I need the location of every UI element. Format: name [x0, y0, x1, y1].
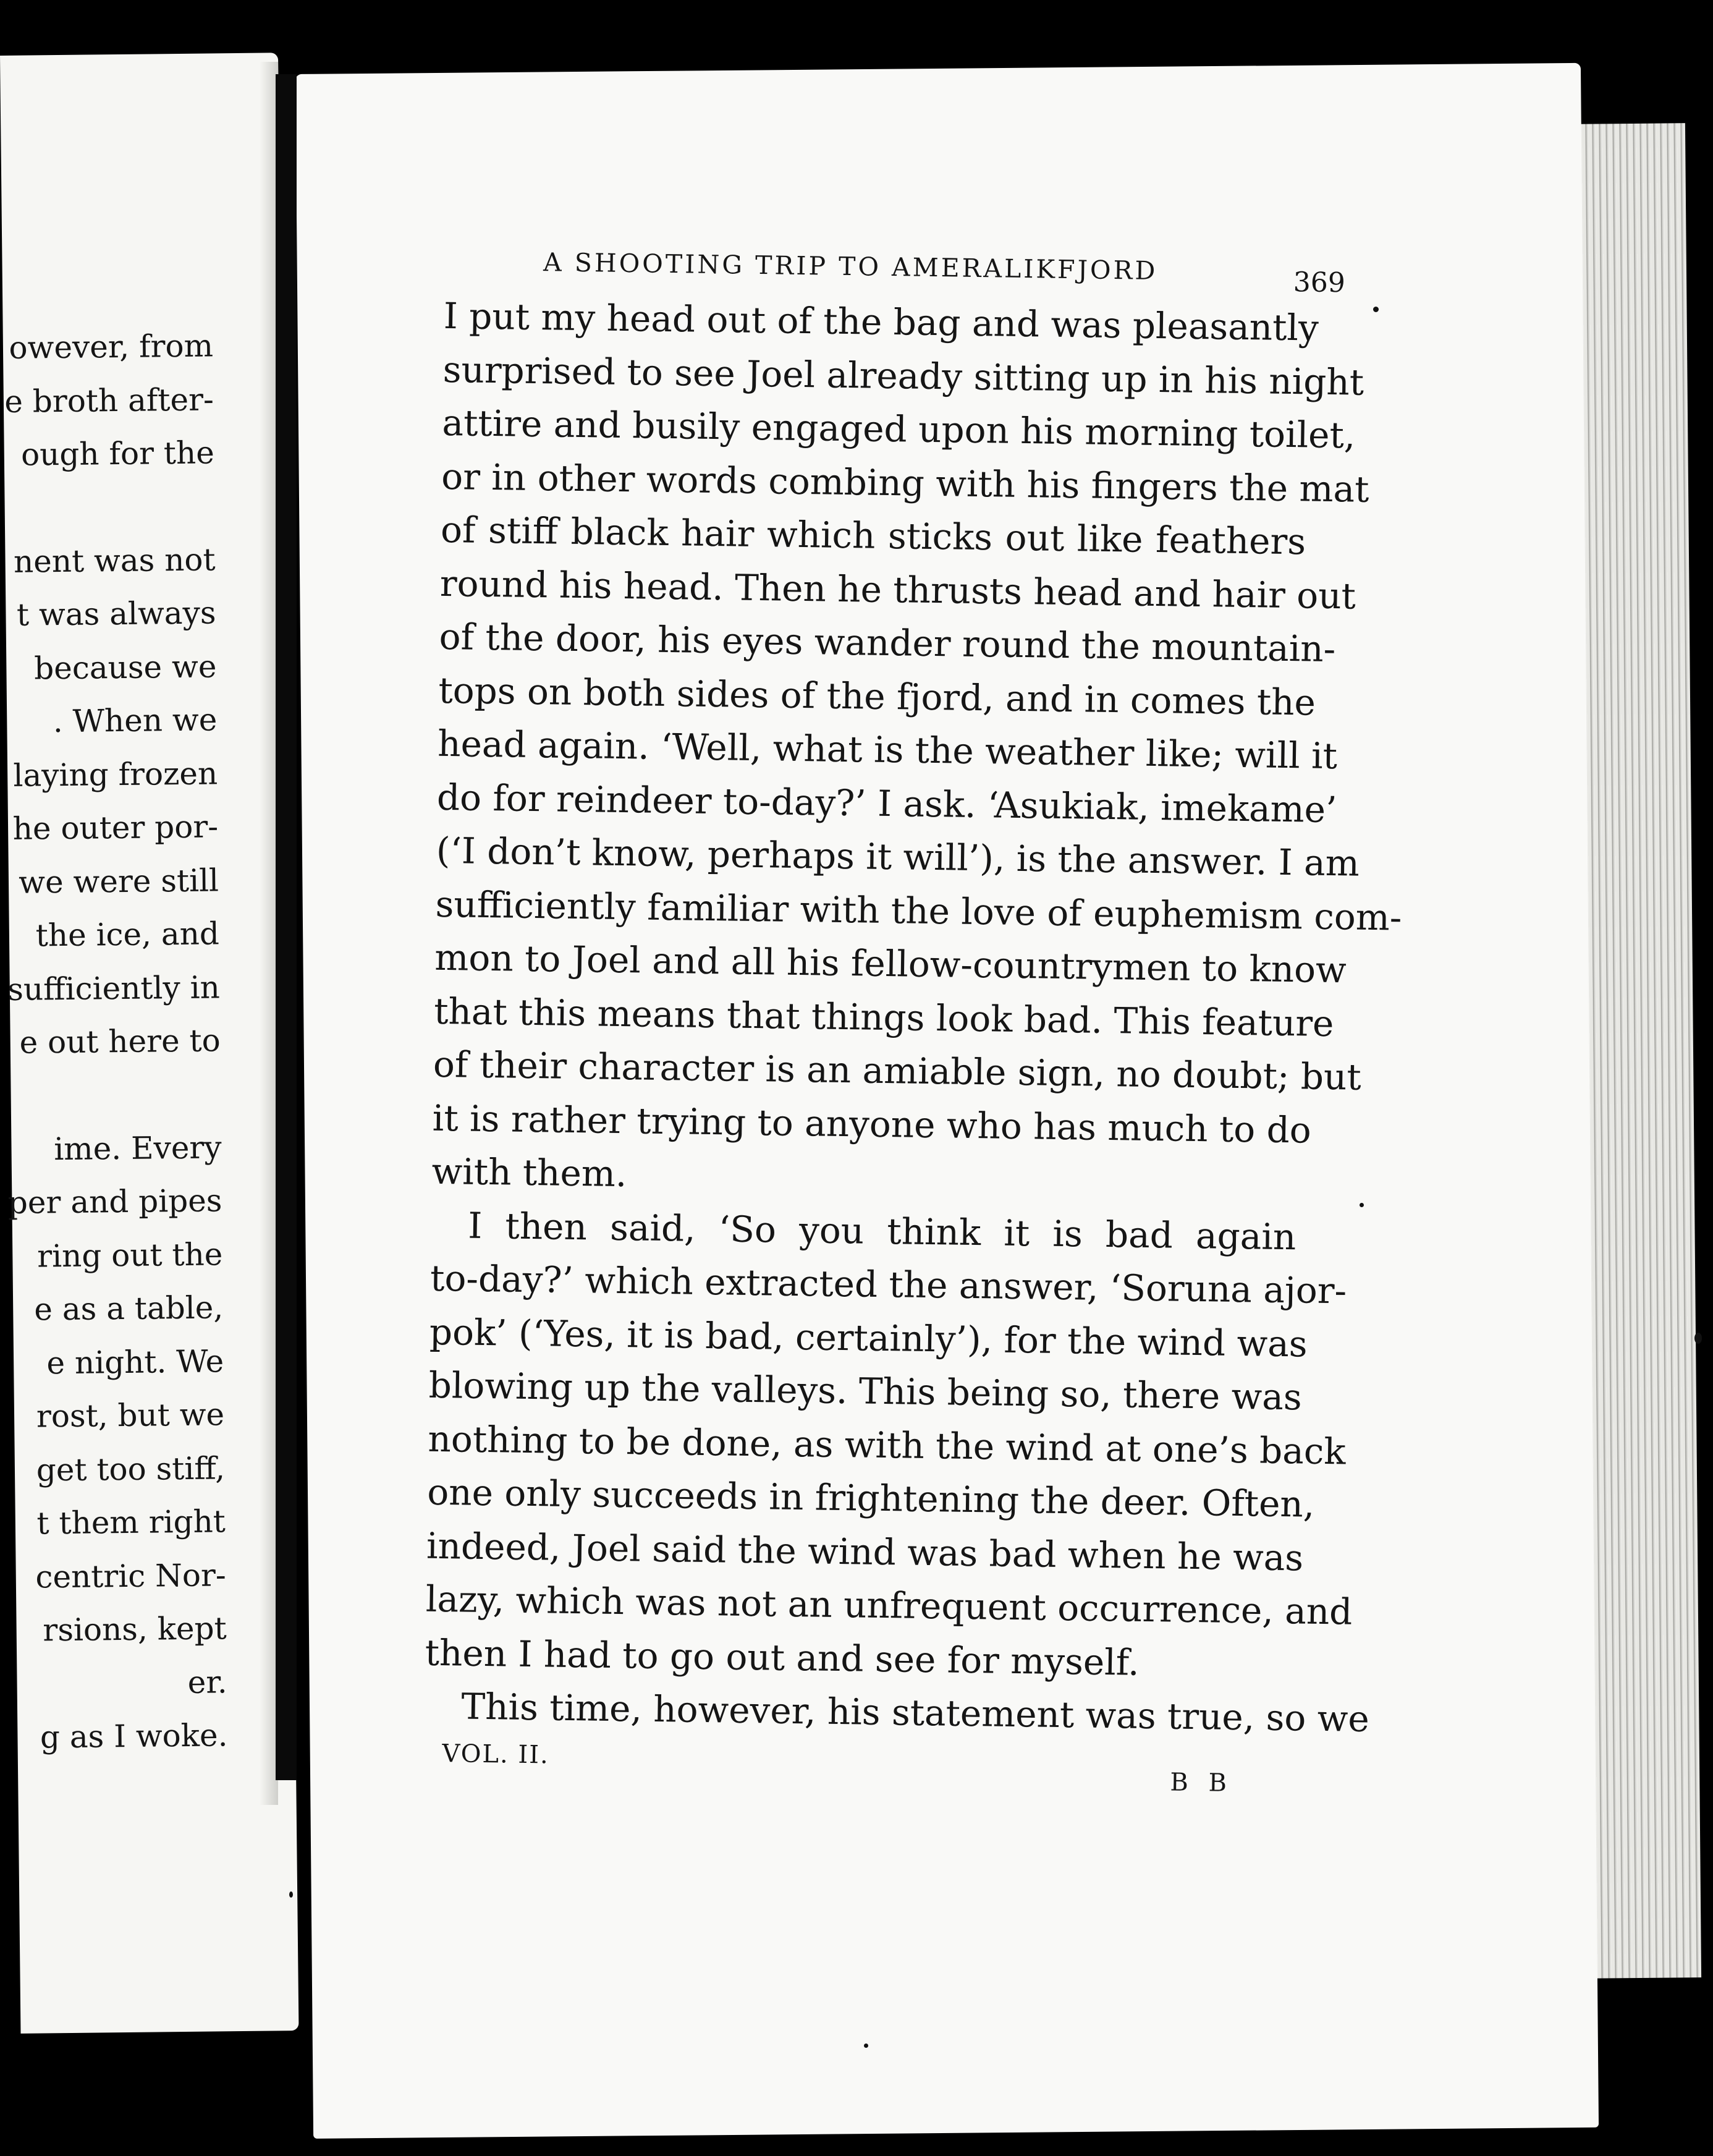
left-page-line: ime. Every — [53, 1129, 222, 1167]
running-head — [444, 221, 1346, 302]
left-page-line: rsions, kept — [43, 1610, 227, 1649]
book-gutter — [276, 74, 297, 1780]
left-page-line: he outer por- — [12, 808, 219, 847]
left-page-line: er. — [187, 1663, 227, 1700]
left-page-line: . When we — [53, 702, 218, 740]
text-line: surprised to see Joel already sitting up in his night — [442, 348, 1364, 404]
paragraph — [431, 289, 1402, 1210]
text-line: tops on both sides of the fjord, and in comes the — [438, 669, 1316, 724]
left-page-line: t them right — [36, 1503, 226, 1542]
text-line: lazy, which was not an unfrequent occurrence, and — [425, 1577, 1353, 1633]
text-line: sufficiently familiar with the love of euphemism com- — [435, 883, 1402, 939]
scan-speck — [1360, 1203, 1364, 1207]
scan-speck — [864, 2044, 868, 2048]
text-line: to-day?’ which extracted the answer, ‘Soruna ajor- — [429, 1257, 1347, 1312]
left-page-line: e night. We — [46, 1343, 224, 1381]
text-line: that this means that things look bad. This feature — [433, 990, 1334, 1045]
text-line: of stiff black hair which sticks out like feathers — [440, 508, 1306, 563]
text-line: blowing up the valleys. This being so, there was — [428, 1364, 1303, 1419]
left-page-line: sufficiently in — [7, 969, 221, 1008]
scan-speck — [289, 1891, 293, 1898]
right-page — [295, 63, 1599, 2139]
text-line: of their character is an amiable sign, no doubt; but — [433, 1043, 1362, 1098]
body-text — [424, 289, 1402, 1745]
text-line: pok’ (‘Yes, it is bad, certainly’), for the wind was — [429, 1310, 1308, 1365]
left-page-line: e out here to — [19, 1022, 221, 1061]
text-line: do for reindeer to-day?’ I ask. ‘Asukiak, imekame’ — [436, 776, 1337, 831]
text-line: attire and busily engaged upon his morning toilet, — [442, 401, 1356, 457]
left-page-line: get too stiff, — [36, 1449, 226, 1488]
left-page-line: we were still — [18, 862, 219, 901]
left-page-line: nent was not — [13, 541, 216, 580]
left-page-line: owever, from — [9, 328, 214, 366]
page-number: 369 — [1293, 266, 1346, 299]
scan-speck — [1694, 1333, 1702, 1344]
text-line: with them. — [431, 1150, 627, 1195]
left-facing-page — [0, 53, 298, 2034]
text-line: it is rather trying to anyone who has much to do — [432, 1097, 1312, 1152]
running-head-title: A SHOOTING TRIP TO AMERALIKFJORD — [543, 247, 1158, 286]
left-page-line: g as I woke. — [40, 1717, 228, 1755]
signature-mark: B B — [1170, 1768, 1233, 1797]
text-line: round his head. Then he thrusts head and hair out — [439, 562, 1356, 618]
scan-speck — [1373, 307, 1379, 312]
left-page-line: e as a table, — [34, 1289, 224, 1328]
text-block — [423, 221, 1402, 1801]
text-line: indeed, Joel said the wind was bad when he was — [426, 1524, 1304, 1579]
left-page-line: laying frozen — [13, 755, 218, 794]
left-page-line: ring out the — [36, 1236, 223, 1274]
text-line: one only succeeds in frightening the deer. Often, — [426, 1471, 1315, 1526]
text-line: or in other words combing with his fingers the mat — [441, 455, 1369, 511]
paragraph — [425, 1198, 1353, 1691]
paragraph — [424, 1679, 1370, 1745]
text-line: I then said, ‘So you think it is bad again — [467, 1204, 1296, 1258]
left-page-line: rost, but we — [36, 1396, 225, 1435]
text-line: of the door, his eyes wander round the mountain- — [439, 615, 1336, 671]
left-page-line: the ice, and — [35, 915, 220, 954]
left-page-line: e broth after- — [4, 381, 214, 420]
text-line: nothing to be done, as with the wind at one’s back — [428, 1417, 1346, 1472]
left-page-line: ough for the — [20, 435, 215, 473]
text-line: I put my head out of the bag and was pleasantly — [443, 294, 1319, 349]
left-page-line: t was always — [16, 595, 216, 633]
left-page-text — [0, 319, 228, 1765]
text-line: head again. ‘Well, what is the weather like; will it — [437, 722, 1338, 778]
text-line: mon to Joel and all his fellow-countrymen to know — [434, 936, 1347, 991]
text-line: This time, however, his statement was true, so we — [461, 1685, 1370, 1741]
page-footer — [423, 1739, 1289, 1801]
text-line: then I had to go out and see for myself. — [425, 1631, 1140, 1684]
text-line: (‘I don’t know, perhaps it will’), is the answer. I am — [436, 829, 1360, 885]
left-page-line: because we — [33, 648, 217, 686]
left-page-line: per and pipes — [7, 1182, 222, 1221]
volume-signature: VOL. II. — [442, 1739, 550, 1769]
left-page-line: centric Nor- — [35, 1556, 227, 1595]
